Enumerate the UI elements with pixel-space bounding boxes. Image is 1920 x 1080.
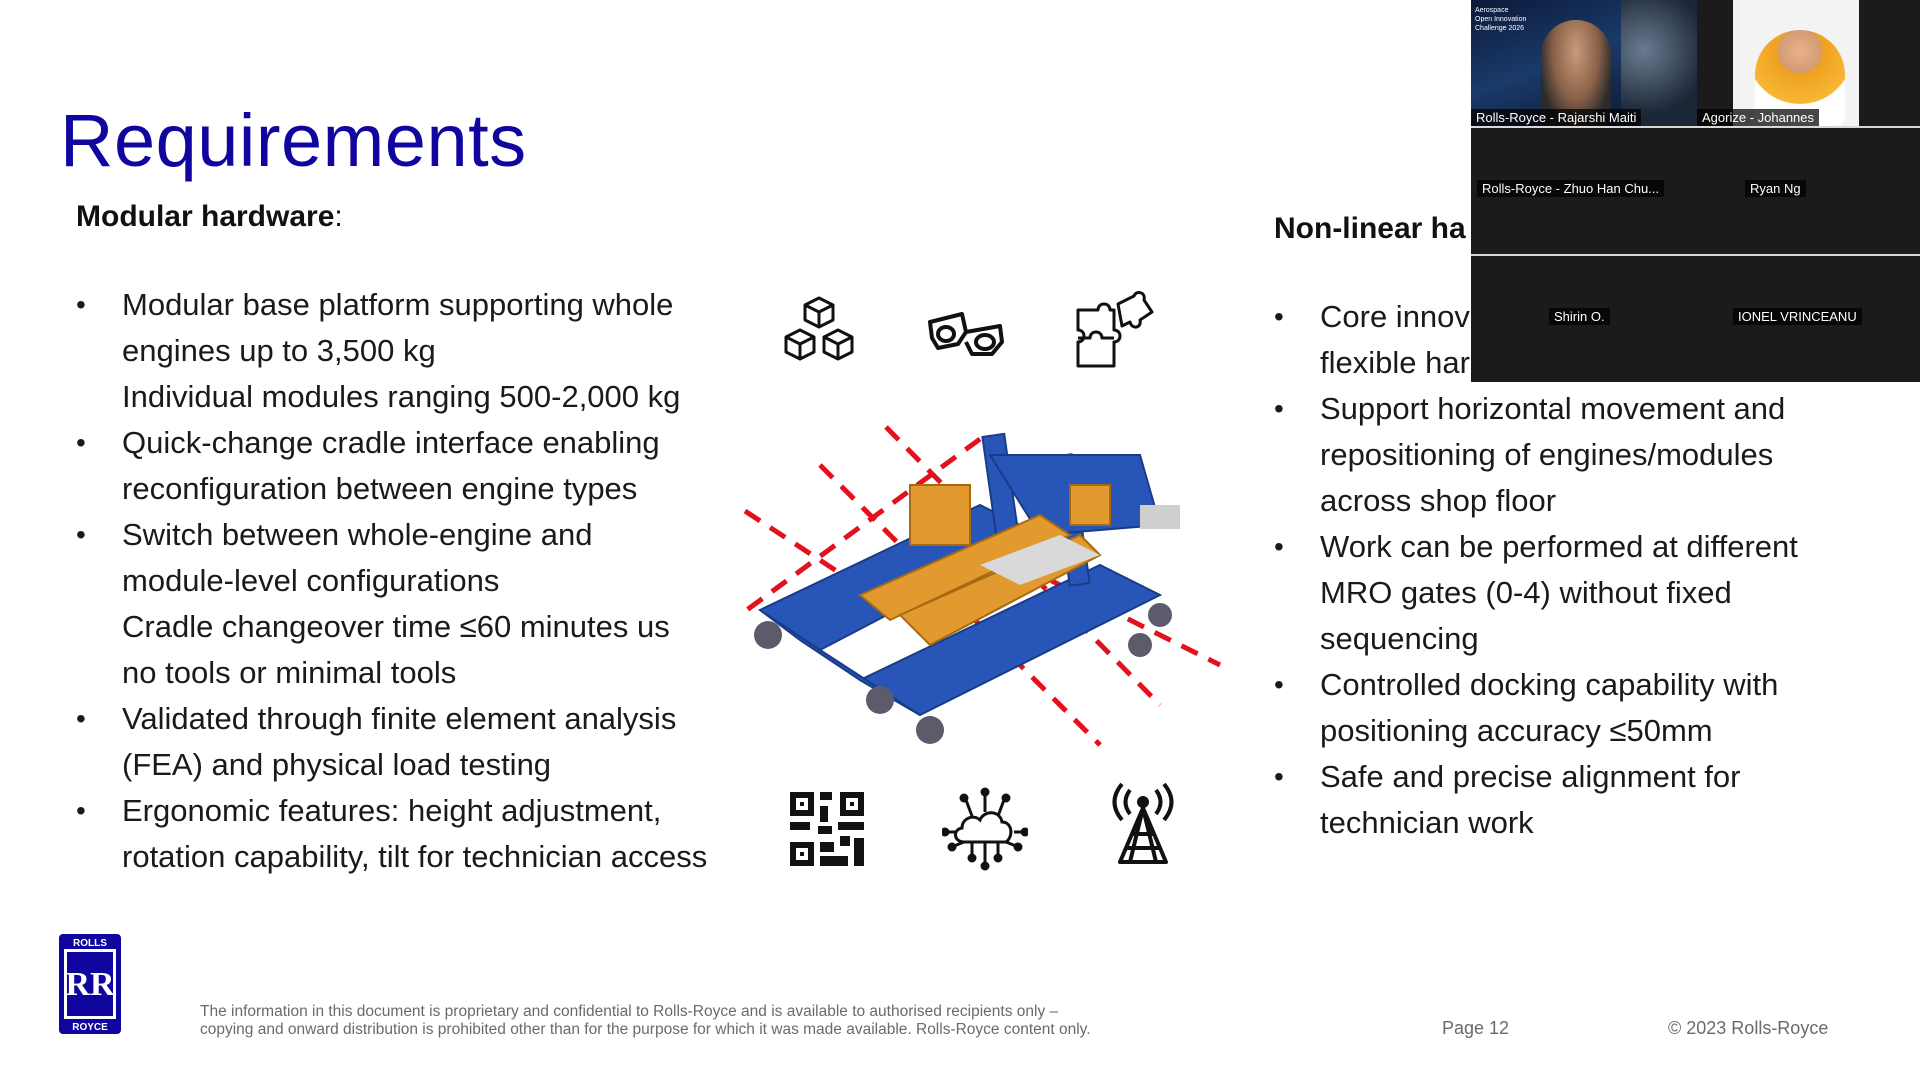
svg-text:ROLLS: ROLLS xyxy=(73,938,107,949)
participant-name: Agorize - Johannes xyxy=(1697,109,1819,126)
participant-tile-shirin[interactable] xyxy=(1471,256,1695,382)
modular-hardware-heading xyxy=(76,200,343,234)
bullet-continuation: flexible har xyxy=(1320,345,1470,380)
participant-name: Shirin O. xyxy=(1549,308,1610,325)
cloud-network-icon xyxy=(942,786,1028,872)
participant-video-panel xyxy=(1471,0,1920,382)
page-number: Page 12 xyxy=(1442,1018,1510,1038)
bullet-continuation: repositioning of engines/modules xyxy=(1320,437,1774,472)
participant-name: Ryan Ng xyxy=(1745,180,1806,197)
bullet-continuation: engines up to 3,500 kg xyxy=(122,333,436,368)
confidentiality-line-2: copying and onward distribution is prohibited other than for the purpose for which it was made available. Rolls-Royce content only. xyxy=(200,1021,1091,1038)
bullet-continuation: (FEA) and physical load testing xyxy=(122,747,552,782)
participant-name: Rolls-Royce - Zhuo Han Chu... xyxy=(1477,180,1664,197)
antenna-tower-icon xyxy=(1100,780,1186,866)
bullet-item: • Switch between whole-engine and xyxy=(60,512,730,558)
participant-tile-ryan[interactable] xyxy=(1695,128,1920,254)
participant-tile-zhuo-han[interactable] xyxy=(1471,128,1695,254)
svg-text:RR: RR xyxy=(65,966,115,1003)
bullet-item: • Controlled docking capability with xyxy=(1258,662,1898,708)
participant-name: IONEL VRINCEANU xyxy=(1733,308,1862,325)
puzzle-icon xyxy=(1070,290,1156,376)
confidentiality-notice xyxy=(200,1003,1091,1039)
participant-tile-ionel[interactable] xyxy=(1695,256,1920,382)
heading-colon: : xyxy=(334,200,343,233)
modular-hardware-heading-text: Modular hardware xyxy=(76,200,335,233)
cubes-icon xyxy=(776,292,862,378)
bullet-continuation: Cradle changeover time ≤60 minutes us xyxy=(122,609,670,644)
bullet-continuation: technician work xyxy=(1320,805,1534,840)
slide-title: Requirements xyxy=(60,99,527,182)
bullet-item: • Safe and precise alignment for xyxy=(1258,754,1898,800)
bullet-item: • Core innov xyxy=(1258,294,1898,340)
engine-cradle-image xyxy=(740,415,1240,755)
banner-line-1: Aerospace xyxy=(1475,7,1509,14)
rolls-royce-logo xyxy=(58,933,122,1035)
participant-tile-rajarshi[interactable] xyxy=(1471,0,1697,126)
space-station-graphic xyxy=(1621,0,1697,126)
participant-name: Rolls-Royce - Rajarshi Maiti xyxy=(1471,109,1641,126)
bullet-item: • Validated through finite element analysis xyxy=(60,696,730,742)
bullet-item: • Work can be performed at different xyxy=(1258,524,1898,570)
banner-line-3: Challenge 2026 xyxy=(1475,25,1525,32)
bullet-item: • Quick-change cradle interface enabling xyxy=(60,420,730,466)
bullet-continuation: across shop floor xyxy=(1320,483,1557,518)
bullet-item: • Support horizontal movement and xyxy=(1258,386,1898,432)
bullet-continuation: no tools or minimal tools xyxy=(122,655,457,690)
bullet-item: • Ergonomic features: height adjustment, xyxy=(60,788,730,834)
modular-hardware-list xyxy=(60,282,730,880)
bullet-continuation: reconfiguration between engine types xyxy=(122,471,638,506)
vr-glasses-icon xyxy=(922,292,1008,378)
non-linear-heading: Non-linear ha xyxy=(1274,212,1466,245)
challenge-banner xyxy=(1475,6,1526,33)
bullet-continuation: module-level configurations xyxy=(122,563,500,598)
participant-tile-johannes[interactable] xyxy=(1697,0,1920,126)
bullet-item: • Modular base platform supporting whole xyxy=(60,282,730,328)
confidentiality-line-1: The information in this document is proprietary and confidential to Rolls-Royce and is available to authorised recipients only – xyxy=(200,1003,1059,1020)
bullet-continuation: Individual modules ranging 500-2,000 kg xyxy=(122,379,681,414)
copyright-notice: © 2023 Rolls-Royce xyxy=(1668,1018,1829,1038)
svg-text:ROYCE: ROYCE xyxy=(72,1022,108,1033)
bullet-continuation: positioning accuracy ≤50mm xyxy=(1320,713,1713,748)
qr-code-icon xyxy=(784,786,870,872)
bullet-continuation: MRO gates (0-4) without fixed xyxy=(1320,575,1732,610)
bullet-continuation: rotation capability, tilt for technician access xyxy=(122,839,708,874)
bullet-continuation: sequencing xyxy=(1320,621,1479,656)
banner-line-2: Open Innovation xyxy=(1475,16,1527,23)
